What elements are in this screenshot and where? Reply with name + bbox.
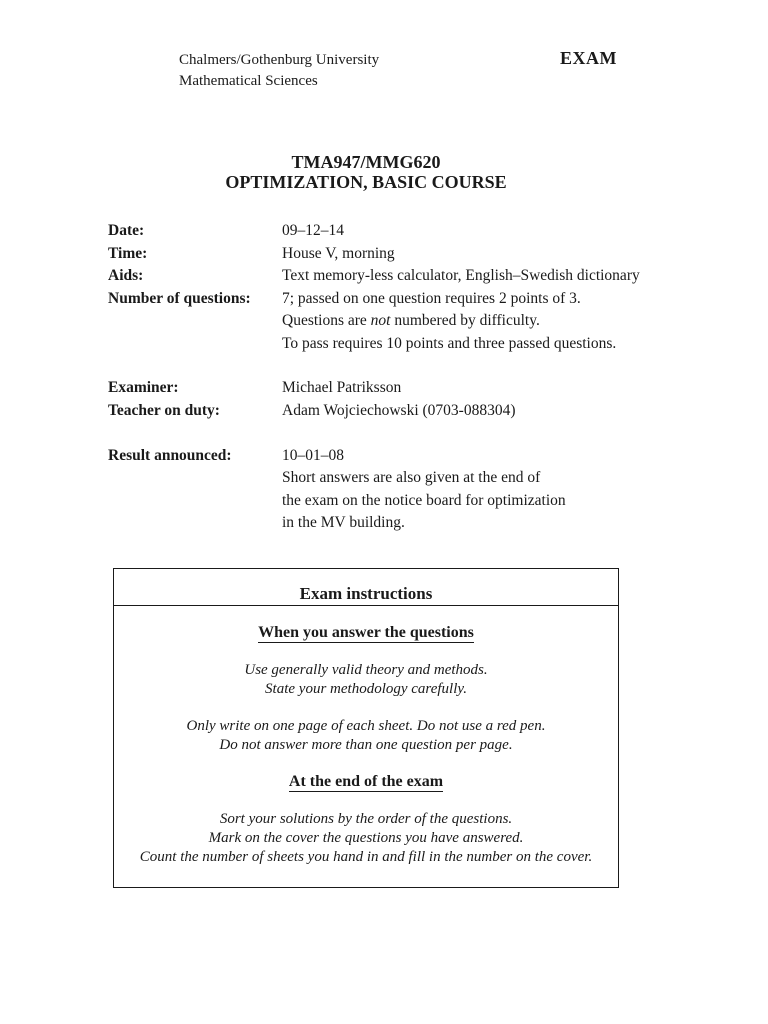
info-row-result: [0, 447, 768, 469]
examiner-value: Michael Patriksson: [282, 379, 402, 396]
examiner-label: Examiner:: [108, 379, 179, 396]
department-name: Mathematical Sciences: [179, 73, 318, 89]
result-line-2: Short answers are also given at the end of: [282, 469, 541, 486]
info-row-result-4: [0, 514, 768, 536]
questions-line-2: [282, 312, 540, 330]
questions-line-2-pre: Questions are: [282, 312, 371, 329]
answer-heading: [114, 624, 618, 642]
date-label: Date:: [108, 222, 145, 239]
info-row-examiner: [0, 379, 768, 401]
instructions-box: [113, 568, 619, 888]
result-line-4: in the MV building.: [282, 514, 405, 531]
aids-label: Aids:: [108, 267, 144, 284]
end-heading: [114, 773, 618, 791]
end-heading-text: At the end of the exam: [288, 773, 444, 790]
info-row-questions-2: [0, 312, 768, 334]
course-code: TMA947/MMG620: [291, 152, 441, 172]
teacher-value: Adam Wojciechowski (0703-088304): [282, 402, 516, 419]
result-label: Result announced:: [108, 447, 232, 464]
time-label: Time:: [108, 245, 148, 262]
info-row-aids: [0, 267, 768, 289]
aids-value: Text memory-less calculator, English–Swedish dictionary: [282, 267, 640, 284]
time-value: House V, morning: [282, 245, 395, 262]
instruction-line: State your methodology carefully.: [265, 681, 467, 697]
questions-line-2-emphasis: not: [370, 312, 391, 329]
info-row-questions: [0, 290, 768, 312]
info-row-teacher: [0, 402, 768, 424]
instructions-title: [114, 569, 618, 606]
questions-line-2-post: numbered by difficulty.: [390, 312, 540, 329]
answer-heading-text: When you answer the questions: [258, 624, 474, 641]
instruction-line: Mark on the cover the questions you have answered.: [208, 830, 524, 846]
info-row-result-2: [0, 469, 768, 491]
instruction-line: Only write on one page of each sheet. Do not use a red pen.: [186, 718, 546, 734]
course-name: OPTIMIZATION, BASIC COURSE: [225, 172, 507, 192]
questions-line-1: 7; passed on one question requires 2 points of 3.: [282, 290, 581, 307]
teacher-label: Teacher on duty:: [108, 402, 220, 419]
info-row-result-3: [0, 492, 768, 514]
instruction-line: Count the number of sheets you hand in and fill in the number on the cover.: [139, 849, 593, 865]
instructions-title-text: Exam instructions: [299, 584, 433, 603]
result-value: 10–01–08: [282, 447, 344, 464]
institution-name: Chalmers/Gothenburg University: [179, 52, 380, 68]
questions-label: Number of questions:: [108, 290, 251, 307]
document-type: EXAM: [560, 48, 617, 68]
instruction-line: Do not answer more than one question per page.: [219, 737, 513, 753]
questions-line-3: To pass requires 10 points and three passed questions.: [282, 335, 617, 352]
date-value: 09–12–14: [282, 222, 344, 239]
instruction-line: Sort your solutions by the order of the questions.: [219, 811, 513, 827]
info-row-date: [0, 222, 768, 244]
institution-block: [179, 50, 379, 92]
result-line-3: the exam on the notice board for optimization: [282, 492, 566, 509]
info-row-questions-3: [0, 335, 768, 357]
instruction-line: Use generally valid theory and methods.: [244, 662, 488, 678]
info-row-time: [0, 245, 768, 267]
